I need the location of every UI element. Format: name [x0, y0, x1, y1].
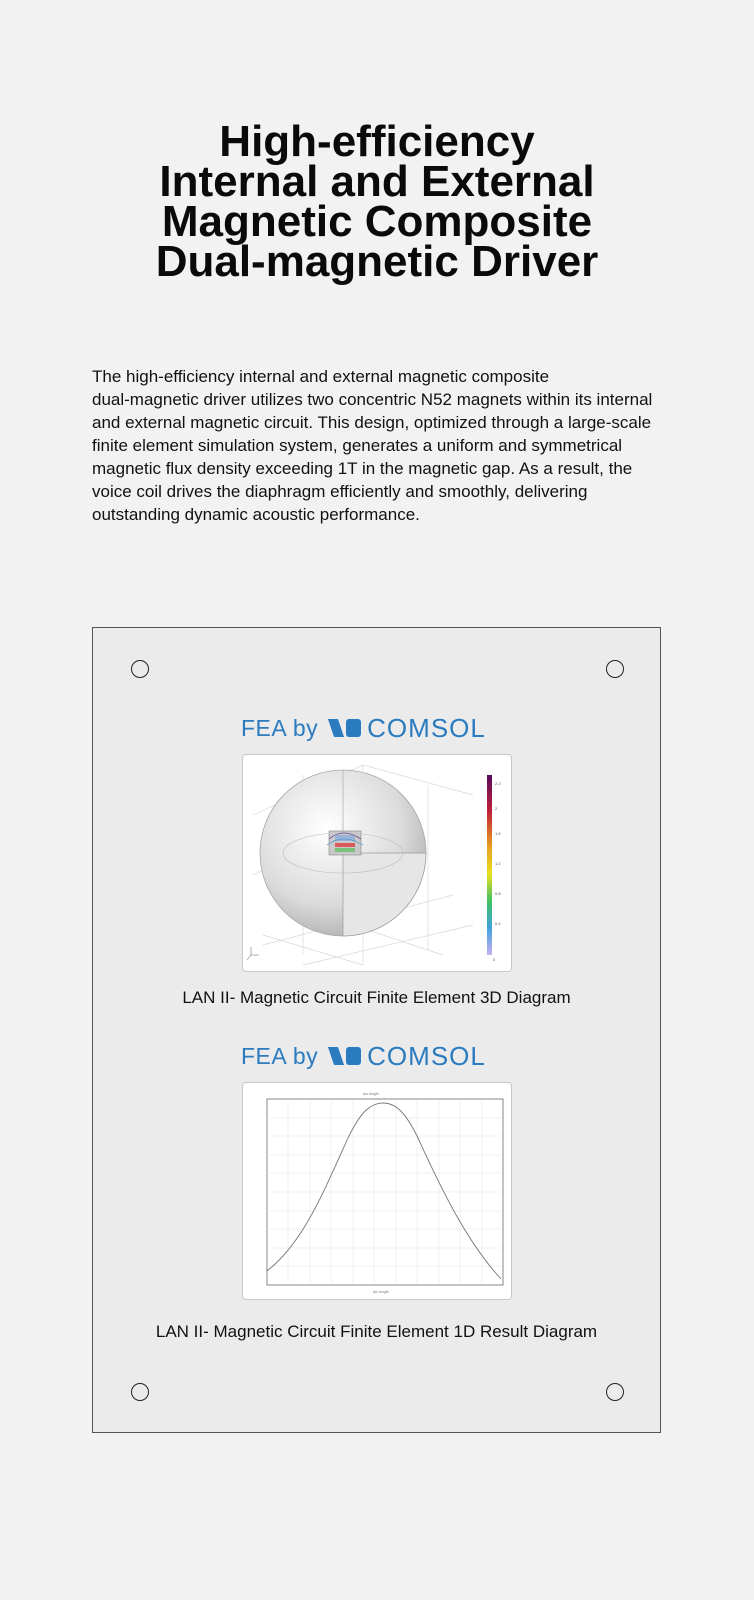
comsol-mark-icon	[328, 1047, 361, 1065]
description-line: finite element simulation system, generates a uniform and symmetrical	[92, 436, 623, 455]
description-line: The high-efficiency internal and external magnetic composite	[92, 367, 550, 386]
figure-caption: LAN II- Magnetic Circuit Finite Element 1D Result Diagram	[155, 1322, 598, 1341]
acrylic-display-panel	[92, 627, 661, 1433]
description-line: and external magnetic circuit. This design, optimized through a large-scale	[92, 413, 652, 432]
figure-caption: LAN II- Magnetic Circuit Finite Element 3D Diagram	[182, 988, 571, 1007]
fem-1d-plot-render	[243, 1083, 511, 1299]
fea-comsol-logo	[241, 714, 513, 742]
title-line: Magnetic Composite	[161, 197, 593, 246]
svg-text:1.2: 1.2	[495, 861, 501, 866]
fem-3d-render	[243, 755, 511, 971]
description-paragraph	[92, 365, 672, 526]
mounting-hole-icon	[131, 1383, 149, 1401]
svg-text:1.6: 1.6	[495, 831, 501, 836]
description-line: voice coil drives the diaphragm efficiently and smoothly, delivering	[92, 482, 588, 501]
mounting-hole-icon	[606, 1383, 624, 1401]
svg-text:Arc length: Arc length	[363, 1092, 379, 1096]
svg-text:Arc length: Arc length	[373, 1290, 389, 1294]
mounting-hole-icon	[131, 660, 149, 678]
title-line: Dual-magnetic Driver	[155, 237, 599, 286]
svg-text:2.2: 2.2	[495, 781, 501, 786]
svg-text:0.8: 0.8	[495, 891, 501, 896]
comsol-mark-icon	[328, 719, 361, 737]
mounting-hole-icon	[606, 660, 624, 678]
description-line: dual-magnetic driver utilizes two concentric N52 magnets within its internal	[92, 390, 653, 409]
description-line: outstanding dynamic acoustic performance.	[92, 505, 420, 524]
svg-text:0.4: 0.4	[495, 921, 501, 926]
logo-prefix: FEA by	[241, 1042, 319, 1069]
fea-comsol-logo	[241, 1042, 513, 1070]
description-line: magnetic flux density exceeding 1T in the magnetic gap. As a result, the	[92, 459, 633, 478]
title-line: High-efficiency	[219, 117, 535, 166]
fem-3d-diagram	[242, 754, 512, 972]
logo-brand: COMSOL	[367, 1040, 486, 1071]
title-line: Internal and External	[159, 157, 595, 206]
page-title	[0, 117, 754, 286]
svg-text:2: 2	[495, 806, 498, 811]
fem-1d-result-plot	[242, 1082, 512, 1300]
svg-text:0: 0	[493, 957, 496, 962]
logo-brand: COMSOL	[367, 712, 486, 743]
logo-prefix: FEA by	[241, 714, 319, 741]
